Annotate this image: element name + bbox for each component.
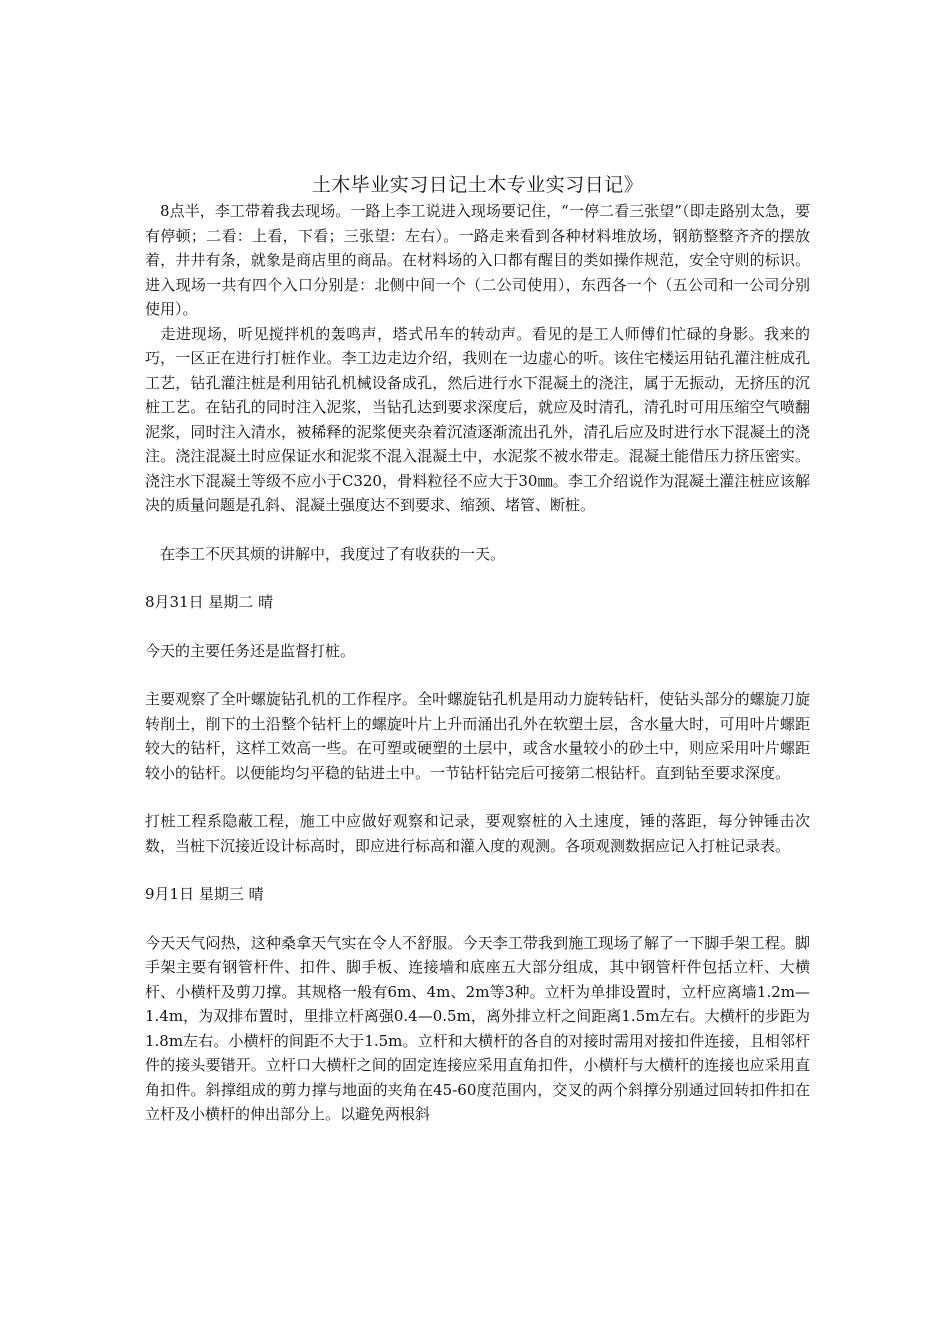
document-title: 土木毕业实习日记土木专业实习日记》 — [311, 174, 644, 196]
document-page — [145, 172, 810, 1127]
paragraph-auger-drill: 主要观察了全叶螺旋钻孔机的工作程序。全叶螺旋钻孔机是用动力旋转钻杆，使钻头部分的螺旋刀旋转削土，削下的土沿整个钻杆上的螺旋叶片上升而涌出孔外在软塑土层，含水量大时，可用叶片螺距较大的钻杆，这样工效高一些。在可塑或硬塑的土层中，或含水量较小的砂土中，则应采用叶片螺距较小的钻杆。以便能均匀平稳的钻进土中。一节钻杆钻完后可接第二根钻杆。直到钻至要求深度。 — [145, 690, 810, 782]
paragraph-piling-intro: 走进现场，听见搅拌机的轰鸣声，塔式吊车的转动声。看见的是工人师傅们忙碌的身影。我来的巧，一区正在进行打桩作业。李工边走边介绍，我则在一边虚心的听。该住宅楼运用钻孔灌注桩成孔工艺，钻孔灌注桩是利用钻孔机械设备成孔，然后进行水下混凝土的浇注，属于无振动，无挤压的沉桩工艺。在钻孔的同时注入泥浆，当钻孔达到要求深度后，就应及时清孔，清孔时可用压缩空气喷翻泥浆，同时注入清水，被稀释的泥浆便夹杂着沉渣逐渐流出孔外，清孔后应及时进行水下混凝土的浇注。浇注混凝土时应保证水和泥浆不混入混凝土中，水泥浆不被水带走。混凝土能借压力挤压密实。浇注水下混凝土等级不应小于C320，骨料粒径不应大于30㎜。李工介绍说作为混凝土灌注桩应该解决的质量问题是孔斜、混凝土强度达不到要求、缩颈、堵管、断桩。 — [145, 324, 810, 514]
paragraph-scaffolding: 今天天气闷热，这种桑拿天气实在令人不舒服。今天李工带我到施工现场了解了一下脚手架工程。脚手架主要有钢管杆件、扣件、脚手板、连接墙和底座五大部分组成，其中钢管杆件包括立杆、大横杆、小横杆及剪刀撑。其规格一般有6m、4m、2m等3种。立杆为单排设置时，立杆应离墙1.2m—1.4m，为双排布置时，里排立杆离强0.4—0.5m，离外排立杆之间距离1.5m左右。大横杆的步距为1.8m左右。小横杆的间距不大于1.5m。立杆和大横杆的各自的对接时需用对接扣件连接，且相邻杆件的接头要错开。立杆口大横杆之间的固定连接应采用直角扣件，小横杆与大横杆的连接也应采用直角扣件。斜撑组成的剪力撑与地面的夹角在45-60度范围内，交叉的两个斜撑分别通过回转扣件扣在立杆及小横杆的伸出部分上。以避免两根斜 — [145, 933, 810, 1123]
paragraph-main-task: 今天的主要任务还是监督打桩。 — [145, 641, 356, 660]
diary-date-sep-1: 9月1日 星期三 晴 — [145, 885, 264, 903]
paragraph-site-visit: 8点半，李工带着我去现场。一路上李工说进入现场要记住，“一停二看三张望”（即走路别太急，要有停顿；二看：上看，下看；三张望：左右）。一路走来看到各种材料堆放场，钢筋整整齐齐的摆放着，井井有条，就象是商店里的商品。在材料场的入口都有醒目的类如操作规范，安全守则的标识。进入现场一共有四个入口分别是：北侧中间一个（二公司使用），东西各一个（五公司和一公司分别使用）。 — [145, 202, 810, 318]
paragraph-day-summary: 在李工不厌其烦的讲解中，我度过了有收获的一天。 — [145, 544, 506, 563]
diary-date-aug-31: 8月31日 星期二 晴 — [145, 593, 274, 611]
paragraph-piling-records: 打桩工程系隐蔽工程，施工中应做好观察和记录，要观察桩的入土速度，锤的落距，每分钟锤击次数，当桩下沉接近设计标高时，即应进行标高和灌入度的观测。各项观测数据应记入打桩记录表。 — [145, 812, 810, 855]
